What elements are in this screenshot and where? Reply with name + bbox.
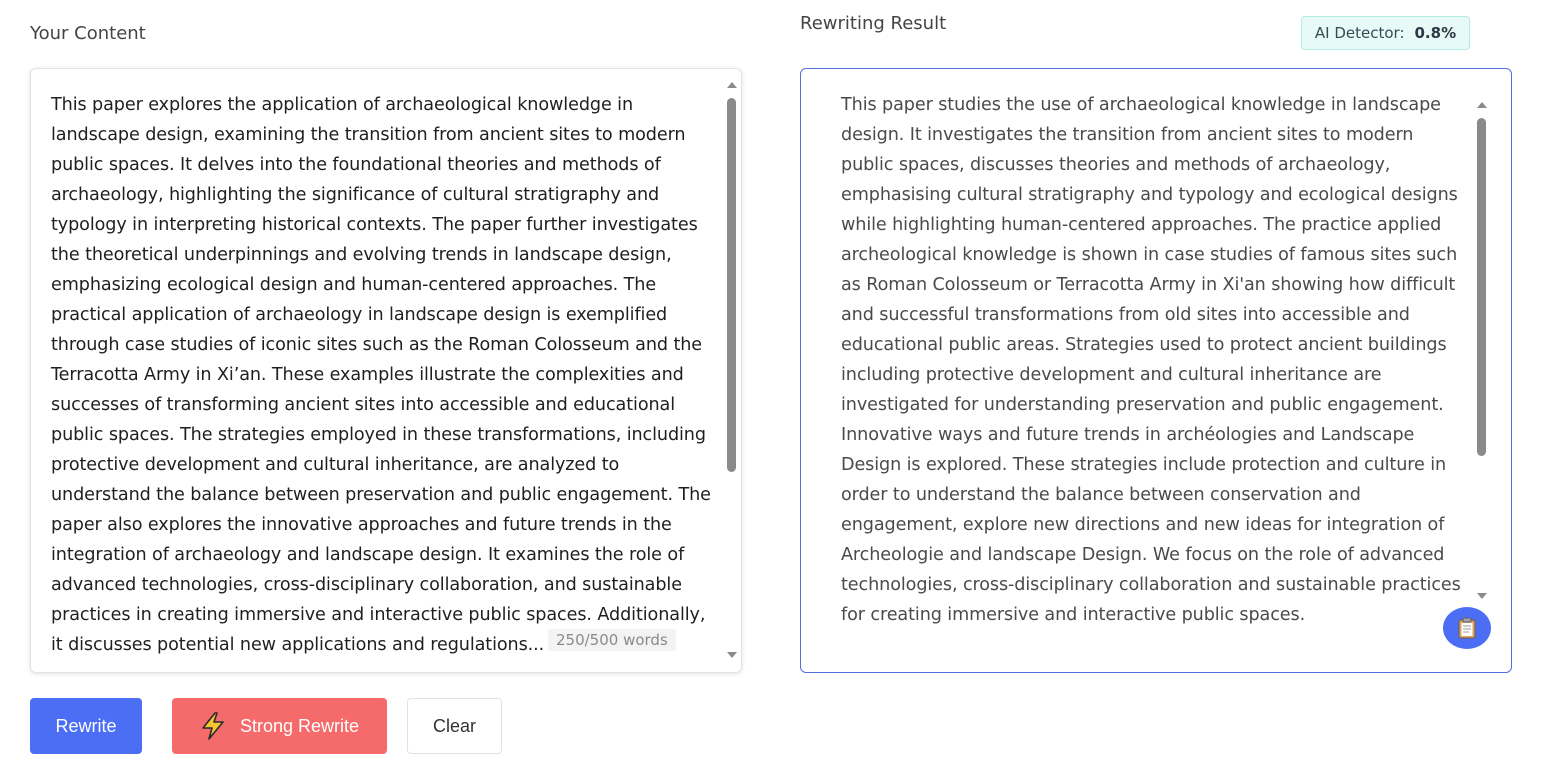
strong-rewrite-button[interactable] — [172, 698, 387, 754]
ai-detector-badge — [1301, 16, 1470, 50]
result-text[interactable]: This paper studies the use of archaeological knowledge in landscape design. It investigates the transition from ancient sites to modern public spaces, discusses theories and methods of archaeology, emphasising cultural stratigraphy and typology and ecological designs while highlighting human-centered approaches. The practice applied archeological knowledge is shown in case studies of famous sites such as Roman Colosseum or Terracotta Army in Xi'an showing how difficult and successful transformations from old sites into accessible and educational public areas. Strategies used to protect ancient buildings including protective development and cultural inheritance are investigated for understanding preservation and public engagement. Innovative ways and future trends in archéologies and Landscape Design is explored. These strategies include protection and culture in order to understand the balance between conservation and engagement, explore new directions and new ideas for integration of Archeologie and landscape Design. We focus on the role of advanced technologies, cross-disciplinary collaboration and sustainable practices for creating immersive and interactive public spaces. — [841, 95, 1467, 625]
result-scrollbar[interactable] — [1475, 99, 1489, 604]
input-section-label: Your Content — [30, 23, 146, 44]
scroll-down-arrow-icon[interactable] — [727, 652, 737, 658]
clipboard-icon — [1457, 617, 1477, 639]
result-content-panel[interactable] — [800, 68, 1512, 673]
word-count-badge: 250/500 words — [548, 629, 676, 651]
ai-detector-value: 0.8% — [1414, 24, 1457, 42]
rewrite-button[interactable]: Rewrite — [30, 698, 142, 754]
input-content-panel[interactable] — [30, 68, 742, 673]
clear-button[interactable]: Clear — [407, 698, 502, 754]
scroll-thumb[interactable] — [727, 98, 736, 472]
scroll-thumb[interactable] — [1477, 118, 1486, 456]
scroll-up-arrow-icon[interactable] — [727, 82, 737, 88]
input-scrollbar[interactable] — [725, 79, 739, 664]
ai-detector-label: AI Detector: — [1314, 24, 1405, 42]
scroll-up-arrow-icon[interactable] — [1477, 102, 1487, 108]
lightning-icon — [200, 712, 226, 740]
result-section-label: Rewriting Result — [800, 13, 947, 34]
strong-rewrite-label: Strong Rewrite — [239, 715, 360, 736]
scroll-down-arrow-icon[interactable] — [1477, 593, 1487, 599]
copy-result-button[interactable] — [1443, 607, 1491, 649]
input-textarea[interactable]: This paper explores the application of archaeological knowledge in landscape design, examining the transition from ancient sites to modern public spaces. It delves into the foundational theories and methods of archaeology, highlighting the significance of cultural stratigraphy and typology in interpreting historical contexts. The paper further investigates the theoretical underpinnings and evolving trends in landscape design, emphasizing ecological design and human-centered approaches. The practical application of archaeology in landscape design is exemplified through case studies of iconic sites such as the Roman Colosseum and the Terracotta Army in Xi’an. These examples illustrate the complexities and successes of transforming ancient sites into accessible and educational public spaces. The strategies employed in these transformations, including protective development and cultural inheritance, are analyzed to understand the balance between preservation and public engagement. The paper also explores the innovative approaches and future trends in the integration of archaeology and landscape design. It examines the role of advanced technologies, cross-disciplinary collaboration, and sustainable practices in creating immersive and interactive public spaces. Additionally, it discusses potential new applications and regulations... — [51, 95, 717, 655]
